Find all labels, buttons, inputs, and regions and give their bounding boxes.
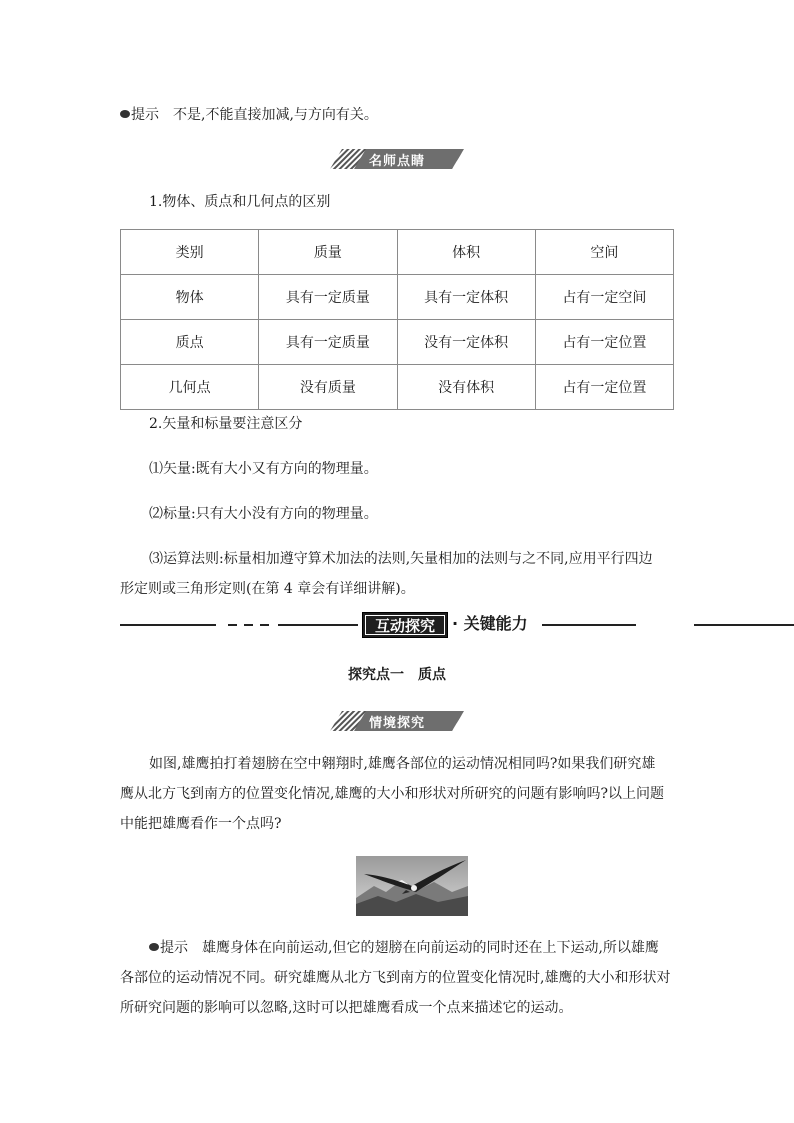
table-cell: 占有一定位置	[535, 365, 673, 410]
table-cell: 没有体积	[397, 365, 535, 410]
explore-point-title: 探究点一 质点	[348, 667, 446, 683]
scenario-banner	[330, 711, 464, 731]
comparison-table	[120, 229, 674, 410]
divider-line	[278, 624, 358, 626]
divider-dash	[228, 624, 237, 626]
table-cell: 占有一定位置	[535, 320, 673, 365]
divider-line	[542, 624, 636, 626]
divider-line	[694, 624, 794, 626]
table-cell: 没有质量	[259, 365, 397, 410]
table-cell: 具有一定质量	[259, 320, 397, 365]
table-header-cell: 体积	[397, 230, 535, 275]
top-hint	[120, 104, 378, 124]
hint-text: 雄鹰身体在向前运动,但它的翅膀在向前运动的同时还在上下运动,所以雄鹰	[202, 940, 659, 956]
eagle-photo	[356, 856, 468, 916]
table-row	[121, 365, 674, 410]
hint-text: 不是,不能直接加减,与方向有关。	[173, 107, 378, 123]
table-row	[121, 275, 674, 320]
hint-label: 提示	[160, 940, 188, 956]
hint-text-cont: 所研究问题的影响可以忽略,这时可以把雄鹰看成一个点来描述它的运动。	[120, 1000, 573, 1016]
point1-title: 1.物体、质点和几何点的区别	[149, 194, 331, 210]
banner-title: 名师点睛	[368, 153, 425, 169]
point2-item: ⑵标量:只有大小没有方向的物理量。	[149, 506, 378, 522]
point2-item-cont: 形定则或三角形定则(在第 4 章会有详细讲解)。	[120, 581, 415, 597]
divider-dash	[260, 624, 269, 626]
hint-bullet-icon	[120, 110, 130, 118]
hint-text-cont: 各部位的运动情况不同。研究雄鹰从北方飞到南方的位置变化情况时,雄鹰的大小和形状对	[120, 970, 671, 986]
table-cell: 质点	[121, 320, 259, 365]
hint-bullet-icon	[149, 943, 159, 951]
divider-dash	[244, 624, 253, 626]
divider-line	[120, 624, 216, 626]
table-header-cell: 空间	[535, 230, 673, 275]
table-cell: 具有一定体积	[397, 275, 535, 320]
table-cell: 物体	[121, 275, 259, 320]
point2-item: ⑴矢量:既有大小又有方向的物理量。	[149, 461, 378, 477]
table-header-cell: 质量	[259, 230, 397, 275]
table-cell: 具有一定质量	[259, 275, 397, 320]
point2-title: 2.矢量和标量要注意区分	[149, 416, 303, 432]
table-cell: 几何点	[121, 365, 259, 410]
table-cell: 没有一定体积	[397, 320, 535, 365]
scenario-line: 如图,雄鹰拍打着翅膀在空中翱翔时,雄鹰各部位的运动情况相同吗?如果我们研究雄	[149, 756, 656, 772]
teacher-banner	[330, 149, 464, 169]
hint-label: 提示	[131, 107, 159, 123]
table-cell: 占有一定空间	[535, 275, 673, 320]
bottom-hint	[149, 937, 659, 959]
section-header-box	[362, 612, 448, 638]
table-header-cell: 类别	[121, 230, 259, 275]
section-header-suffix: · 关键能力	[452, 614, 528, 633]
table-row	[121, 320, 674, 365]
banner-title: 情境探究	[368, 715, 425, 731]
point2-item: ⑶运算法则:标量相加遵守算术加法的法则,矢量相加的法则与之不同,应用平行四边	[149, 551, 653, 567]
table-header-row	[121, 230, 674, 275]
section-header-title: 互动探究	[365, 615, 445, 635]
scenario-line: 中能把雄鹰看作一个点吗?	[120, 816, 282, 832]
scenario-line: 鹰从北方飞到南方的位置变化情况,雄鹰的大小和形状对所研究的问题有影响吗?以上问题	[120, 786, 664, 802]
